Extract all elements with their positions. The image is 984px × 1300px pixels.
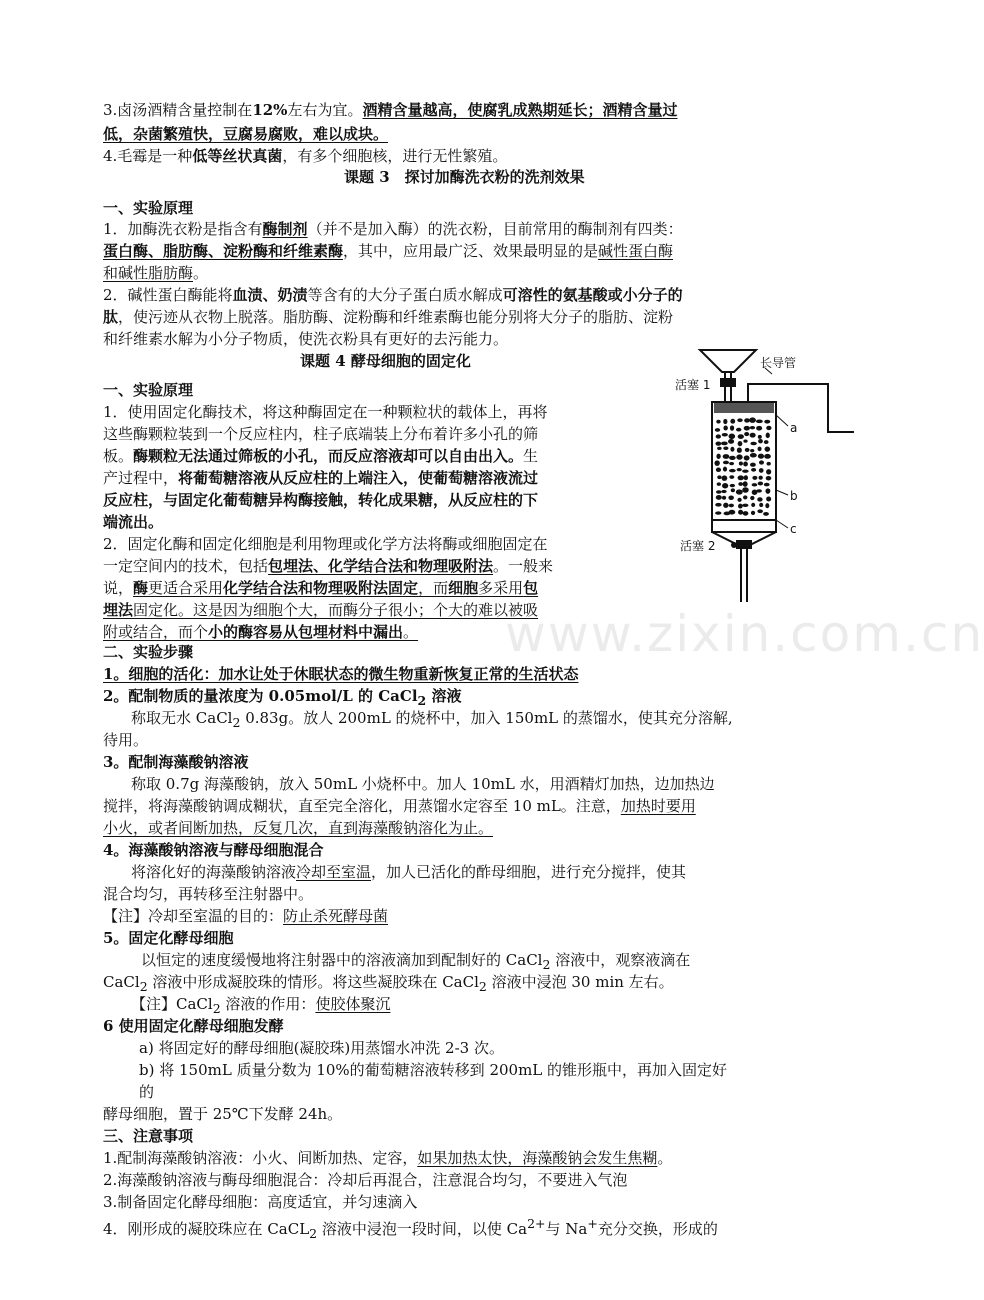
bead (756, 420, 763, 424)
top-layer-shape (714, 403, 774, 413)
bead (757, 509, 763, 513)
bead (763, 512, 769, 516)
text-line: 3.卤汤酒精含量控制在12%左右为宜。酒精含量越高，使腐乳成熟期延长；酒精含量过 (103, 101, 678, 119)
text-line: 说，酶更适合采用化学结合法和物理吸附法固定，而细胞多采用包 (103, 579, 539, 597)
bead (739, 461, 743, 465)
bead (716, 490, 721, 493)
bead (765, 503, 769, 508)
text-line: 这些酶颗粒装到一个反应柱内，柱子底端装上分布着许多小孔的筛 (103, 425, 539, 443)
bead (744, 418, 750, 422)
bead (758, 476, 762, 480)
step-heading: 3。配制海藻酸钠溶液 (103, 753, 249, 771)
bead (722, 475, 728, 481)
bead (715, 503, 721, 507)
text-line: 2．固定化酶和固定化细胞是利用物理或化学方法将酶或细胞固定在 (103, 535, 548, 553)
text-line: 低，杂菌繁殖快，豆腐易腐败，难以成块。 (103, 125, 389, 143)
bead (756, 426, 762, 431)
valve2-shape (736, 540, 752, 549)
bead (737, 418, 742, 422)
bead (722, 433, 728, 437)
bead (745, 448, 750, 452)
bead (750, 426, 755, 429)
bead (728, 496, 733, 500)
bead (738, 434, 744, 439)
bead (736, 489, 743, 494)
bead (737, 468, 742, 471)
heading: 一、实验原理 (103, 199, 194, 217)
text-line: 以恒定的速度缓慢地将注射器中的溶液滴加到配制好的 CaCl$_2$ 溶液中，观察液滴在 (141, 951, 691, 972)
bead (730, 425, 734, 430)
step-heading: 5。固定化酵母细胞 (103, 929, 234, 947)
bead (721, 490, 726, 493)
bead (723, 503, 728, 508)
text-line: 将溶化好的海藻酸钠溶液冷却至室温，加人已活化的酢母细胞，进行充分搅拌，使其 (131, 863, 687, 881)
funnel-shape (700, 350, 756, 372)
step-heading: 6 使用固定化酵母细胞发酵 (103, 1017, 284, 1035)
bead (743, 481, 748, 487)
step-heading: 2。配制物质的量浓度为 0.05mol/L 的 CaCl$_2$ 溶液 (103, 687, 462, 708)
text-line: 搅拌，将海藻酸钠调成糊状，直至完全溶化，用蒸馏水定容至 10 mL。注意，加热时要用 (103, 797, 696, 815)
valve2-label: 活塞 2 (680, 539, 716, 553)
step-heading: 4。海藻酸钠溶液与酵母细胞混合 (103, 841, 324, 859)
watermark: www.zixin.com.cn (505, 605, 984, 663)
bead (723, 461, 729, 465)
text-line: 称取 0.7g 海藻酸钠，放入 50mL 小烧杯中。加人 10mL 水，用酒精灯加热，边加热边 (131, 775, 715, 793)
bead (714, 460, 719, 466)
bead (758, 435, 762, 439)
bead (738, 441, 743, 446)
bead (765, 488, 770, 493)
bead (759, 460, 764, 464)
bead (750, 442, 757, 446)
text-line: 1．使用固定化酶技术，将这种酶固定在一种颗粒状的载体上，再将 (103, 403, 548, 421)
bead (743, 495, 747, 499)
bead (730, 419, 735, 424)
bead (731, 488, 735, 492)
bead (744, 455, 750, 460)
bead (723, 425, 727, 430)
text-line: 4.毛霉是一种低等丝状真菌，有多个细胞核，进行无性繁殖。 (103, 147, 508, 165)
text-line: 产过程中，将葡萄糖溶液从反应柱的上端注入，使葡萄糖溶液流过 (103, 469, 539, 487)
bead (717, 447, 721, 450)
text-line: 2.海藻酸钠溶液与酶母细胞混合：冷却后再混合，注意混合均匀，不要进入气泡 (103, 1171, 628, 1189)
note-line: 【注】冷却至室温的目的：防止杀死酵母菌 (103, 907, 389, 925)
bead (744, 475, 748, 480)
text-line: 称取无水 CaCl$_2$ 0.83g。放人 200mL 的烧杯中，加入 150mL 的蒸馏水，使其充分溶解, (131, 709, 733, 730)
valve1-label: 活塞 1 (675, 378, 711, 392)
text-line: 3.制备固定化酵母细胞：高度适宜，并匀速滴入 (103, 1193, 418, 1211)
text-line: 酵母细胞，置于 25℃下发酵 24h。 (103, 1105, 343, 1123)
bead (751, 503, 755, 507)
heading: 三、注意事项 (103, 1127, 194, 1145)
bead (751, 468, 756, 472)
bead (716, 434, 721, 438)
bead (738, 510, 743, 515)
bead (744, 426, 750, 431)
text-line: 1．加酶洗衣粉是指含有酶制剂（并不是加入酶）的洗衣粉，目前常用的酶制剂有四类： (103, 220, 683, 238)
bead (723, 467, 727, 472)
bead (729, 469, 736, 472)
bead (716, 468, 721, 472)
bead (764, 420, 770, 424)
bead (766, 469, 771, 474)
bead (723, 419, 727, 424)
bead (715, 441, 721, 445)
reaction-column-figure (660, 340, 860, 610)
text-line: 小火，或者间断加热，反复几次，直到海藻酸钠溶化为止。 (103, 819, 494, 837)
bead (742, 504, 748, 507)
bead (751, 511, 755, 515)
bead (752, 483, 758, 486)
bead (728, 439, 734, 444)
text-line: 的 (139, 1083, 155, 1101)
bead (737, 498, 741, 502)
bead (738, 475, 744, 480)
bead (758, 481, 763, 485)
bead (756, 489, 762, 492)
bead (717, 475, 721, 479)
bead (737, 448, 742, 453)
text-line: 和碱性脂肪酶。 (103, 264, 209, 282)
bead (722, 496, 726, 500)
bead (736, 454, 742, 459)
bead (729, 456, 736, 460)
bead (742, 487, 749, 493)
bead (743, 439, 747, 442)
text-line: 蛋白酶、脂肪酶、淀粉酶和纤维素酶，其中，应用最广泛、效果最明显的是碱性蛋白酶 (103, 242, 674, 260)
bead (766, 476, 772, 480)
bead (721, 441, 728, 445)
bead (766, 426, 771, 430)
bead (764, 454, 771, 459)
text-line: 4．刚形成的凝胶珠应在 CaCL$_2$ 溶液中浸泡一段时间，以使 $Ca^{2+}$与 Na+充分交换，形成的 (103, 1216, 718, 1241)
valve1-shape (720, 378, 736, 387)
bead (730, 447, 734, 452)
text-line: 和纤维素水解为小分子物质，使洗衣粉具有更好的去污能力。 (103, 330, 509, 348)
bead (744, 432, 749, 436)
bead (750, 433, 756, 438)
bead (722, 483, 728, 488)
bead (759, 503, 763, 507)
text-line: 端流出。 (103, 513, 164, 531)
bead (758, 454, 764, 459)
text-line: 一定空间内的技术，包括包埋法、化学结合法和物理吸附法。一般来 (103, 557, 554, 575)
label-c: c (790, 522, 797, 536)
beads-group (714, 417, 771, 515)
text-line: b) 将 150mL 质量分数为 10%的葡萄糖溶液转移到 200mL 的锥形瓶中，再加入固定好 (139, 1061, 728, 1079)
bead (715, 511, 721, 514)
long-tube-label: 长导管 (760, 356, 797, 370)
bead (730, 484, 735, 487)
text-line: 附或结合，而个小的酶容易从包埋材料中漏出。 (103, 623, 419, 641)
bead (736, 428, 741, 432)
bead (757, 497, 762, 501)
label-a: a (790, 421, 798, 435)
bead (743, 511, 749, 516)
bead (738, 482, 743, 486)
bead (716, 495, 722, 500)
bead (749, 417, 756, 423)
bead (729, 475, 734, 479)
text-line: 2．碱性蛋白酶能将血渍、奶渍等含有的大分子蛋白质水解成可溶性的氨基酸或小分子的 (103, 286, 683, 304)
bead (758, 439, 763, 443)
bead (729, 434, 736, 440)
heading: 二、实验步骤 (103, 643, 194, 661)
note-line: 【注】CaCl$_2$ 溶液的作用：使胶体聚沉 (131, 995, 391, 1016)
bead (738, 504, 743, 509)
bead (742, 470, 749, 473)
text-line: 混合均匀，再转移至注射器中。 (103, 885, 314, 903)
bead (750, 463, 756, 467)
bead (759, 468, 764, 473)
bead (758, 447, 762, 452)
text-line: 1.配制海藻酸钠溶液：小火、间断加热、定容，如果加热太快，海藻酸钠会发生焦糊。 (103, 1149, 673, 1167)
label-b: b (790, 489, 798, 503)
bead (723, 454, 730, 459)
bead (723, 447, 728, 450)
section-title: 课题 3 探讨加酶洗衣粉的洗剂效果 (344, 168, 585, 186)
bead (766, 497, 771, 502)
text-line: 埋法固定化。这是因为细胞个大，而酶分子很小；个大的难以被吸 (103, 601, 539, 619)
bead (729, 462, 734, 465)
heading: 一、实验原理 (103, 381, 194, 399)
bead (764, 440, 769, 444)
bead (764, 483, 770, 487)
bead (743, 461, 748, 466)
bead (766, 433, 770, 439)
text-line: 反应柱，与固定化葡萄糖异构酶接触，转化成果糖，从反应柱的下 (103, 491, 539, 509)
step-heading: 1。细胞的活化：加水让处于休眠状态的微生物重新恢复正常的生活状态 (103, 665, 579, 683)
text-line: a) 将固定好的酵母细胞(凝胶珠)用蒸馏水冲洗 2-3 次。 (139, 1039, 504, 1057)
bead (765, 446, 771, 451)
text-line: CaCl$_2$ 溶液中形成凝胶珠的情形。将这些凝胶珠在 CaCl$_2$ 溶液中浸泡 30 min 左右。 (103, 973, 674, 994)
bead (717, 482, 721, 486)
bead (750, 496, 754, 500)
bead (767, 462, 771, 466)
bead (729, 510, 736, 515)
bead (729, 504, 734, 508)
bead (715, 428, 720, 432)
bead (752, 476, 757, 480)
text-line: 待用。 (103, 731, 149, 749)
text-line: 板。酶颗粒无法通过筛板的小孔，而反应溶液却可以自由出入。生 (103, 447, 539, 465)
bead (716, 454, 720, 459)
bead (750, 449, 754, 452)
text-line: 肽，使污迹从衣物上脱落。脂肪酶、淀粉酶和纤维素酶也能分别将大分子的脂肪、淀粉 (103, 308, 674, 326)
bead (716, 420, 720, 424)
bead (750, 453, 757, 458)
section-title: 课题 4 酵母细胞的固定化 (300, 352, 471, 370)
